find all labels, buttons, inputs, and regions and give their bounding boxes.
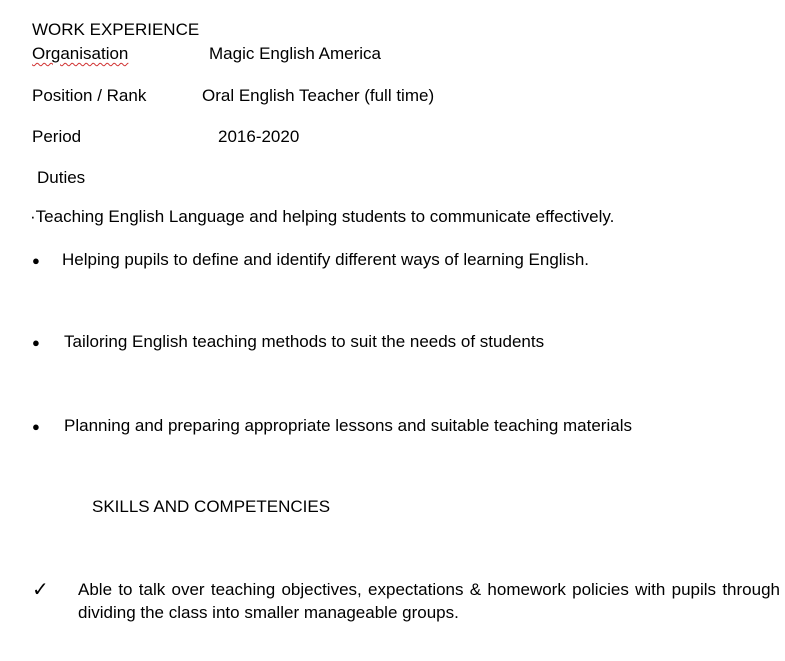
skill-item [64,578,780,624]
duty-item: Tailoring English teaching methods to suit the needs of students [64,332,545,351]
skills-heading: SKILLS AND COMPETENCIES [92,497,331,516]
position-label: Position / Rank [32,86,147,105]
work-experience-heading: WORK EXPERIENCE [32,20,200,39]
duties-intro: ·Teaching English Language and helping students to communicate effectively. [30,207,615,226]
duty-item: Planning and preparing appropriate lessons and suitable teaching materials [64,416,632,435]
checkmark-icon: ✓ [32,577,49,601]
organisation-value: Magic English America [209,44,381,63]
organisation-label: Organisation [32,44,129,63]
duty-item: Helping pupils to define and identify different ways of learning English. [62,250,590,269]
position-value: Oral English Teacher (full time) [202,86,435,105]
bullet-icon: ● [32,253,40,268]
bullet-icon: ● [32,335,40,350]
duties-label: Duties [37,168,86,187]
bullet-icon: ● [32,419,40,434]
period-label: Period [32,127,82,146]
skill-item-text: Able to talk over teaching objectives, expectations & homework policies with pupils through dividing the class into smaller manageable groups. [78,580,780,622]
period-value: 2016-2020 [218,127,300,146]
